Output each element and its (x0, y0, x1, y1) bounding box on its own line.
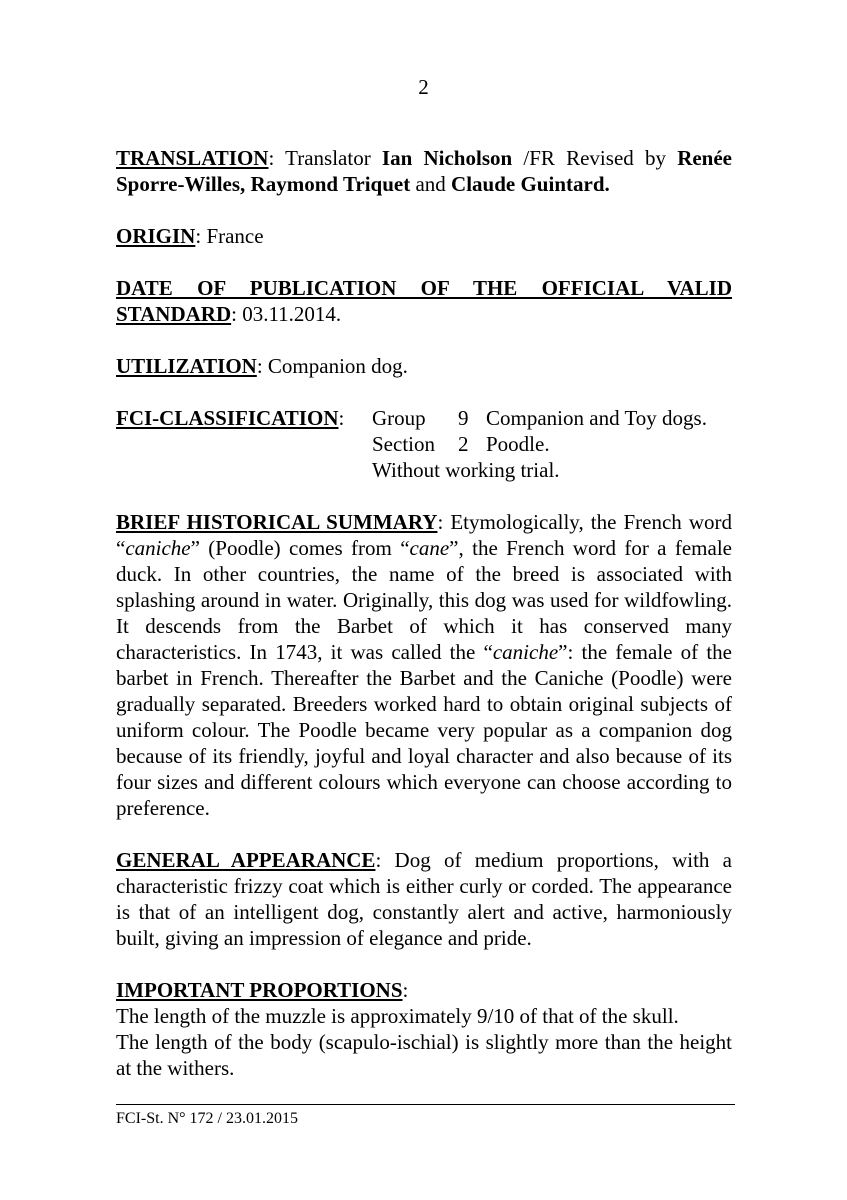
footer-reference: FCI-St. N° 172 / 23.01.2015 (116, 1110, 298, 1127)
translation-text-2: /FR Revised by (512, 146, 678, 170)
history-heading: BRIEF HISTORICAL SUMMARY (116, 510, 438, 534)
reviser-name-first: Renée (677, 146, 732, 170)
utilization-section (116, 353, 732, 379)
reviser-names: Sporre-Willes, Raymond Triquet (116, 172, 411, 196)
fci-section-row (372, 431, 707, 457)
translation-line-2 (116, 171, 732, 197)
footer-divider (116, 1104, 735, 1105)
appearance-section (116, 847, 732, 951)
fci-heading: FCI-CLASSIFICATION (116, 406, 339, 430)
document-body (116, 145, 732, 1107)
fci-classification-section (116, 405, 732, 483)
history-term-cane: cane (409, 536, 450, 560)
fci-heading-wrap (116, 405, 372, 483)
origin-section (116, 223, 732, 249)
fci-group-row (372, 405, 707, 431)
fci-section-word: Section (372, 432, 435, 456)
appearance-heading: GENERAL APPEARANCE (116, 848, 376, 872)
proportions-colon: : (402, 978, 409, 1002)
translation-heading: TRANSLATION (116, 146, 269, 170)
translation-text-1: : Translator (268, 146, 382, 170)
fci-section-name: Poodle. (486, 432, 550, 456)
fci-working-trial: Without working trial. (372, 458, 560, 482)
fci-section-number: 2 (458, 432, 469, 456)
origin-value: : France (195, 224, 264, 248)
appearance-text: : Dog of medium proportions, with a characteristic frizzy coat which is either curly or corded. The appearance is that of an intelligent dog, constantly alert and active, harmoniously built, giving an impression of elegance and pride. (116, 848, 732, 950)
history-term-caniche: caniche (125, 536, 191, 560)
fci-classification-table (372, 405, 707, 483)
history-text-2: ” (Poodle) comes from “ (190, 536, 410, 560)
history-text-1: : Etymologically, the French word “ (116, 510, 733, 560)
publication-line-2 (116, 301, 732, 327)
translation-line-1 (116, 145, 732, 171)
utilization-heading: UTILIZATION (116, 354, 257, 378)
history-term-caniche-2: caniche (492, 640, 559, 664)
translation-text-3: and (410, 172, 452, 196)
utilization-value: : Companion dog. (256, 354, 408, 378)
publication-date: : 03.11.2014. (231, 302, 342, 326)
proportions-body: The length of the body (scapulo-ischial) is slightly more than the height at the withers. (116, 1030, 732, 1080)
page-number: 2 (418, 75, 429, 99)
publication-heading-line-1: DATE OF PUBLICATION OF THE OFFICIAL VALID (116, 276, 732, 300)
reviser-name-last: Claude Guintard. (451, 172, 610, 196)
publication-heading-line-2: STANDARD (116, 302, 232, 326)
proportions-heading: IMPORTANT PROPORTIONS (116, 978, 403, 1002)
translation-section (116, 145, 732, 197)
fci-group-name: Companion and Toy dogs. (486, 406, 707, 430)
fci-colon: : (338, 406, 345, 430)
proportions-heading-line (116, 977, 732, 1003)
history-section (116, 509, 732, 821)
fci-group-word: Group (372, 406, 426, 430)
fci-trial-row (372, 457, 707, 483)
history-text-4: ”: the female of the barbet in French. Thereafter the Barbet and the Caniche (Poodle) were gradually separated. Breeders worked hard to obtain original subjects of uniform colour. The Poodle became very popular as a companion dog because of its friendly, joyful and loyal character and also because of its four sizes and different colours which everyone can choose according to preference. (116, 640, 732, 820)
history-text-3: ”, the French word for a female duck. In other countries, the name of the breed is associated with splashing around in water. Originally, this dog was used for wildfowling. It descends from the Barbet of which it has conserved many characteristics. In 1743, it was called the “ (116, 536, 732, 664)
translator-name: Ian Nicholson (381, 146, 513, 170)
origin-heading: ORIGIN (116, 224, 196, 248)
proportions-section (116, 977, 732, 1081)
publication-section (116, 275, 732, 327)
fci-group-number: 9 (458, 406, 469, 430)
proportions-muzzle: The length of the muzzle is approximately 9/10 of that of the skull. (116, 1004, 679, 1028)
